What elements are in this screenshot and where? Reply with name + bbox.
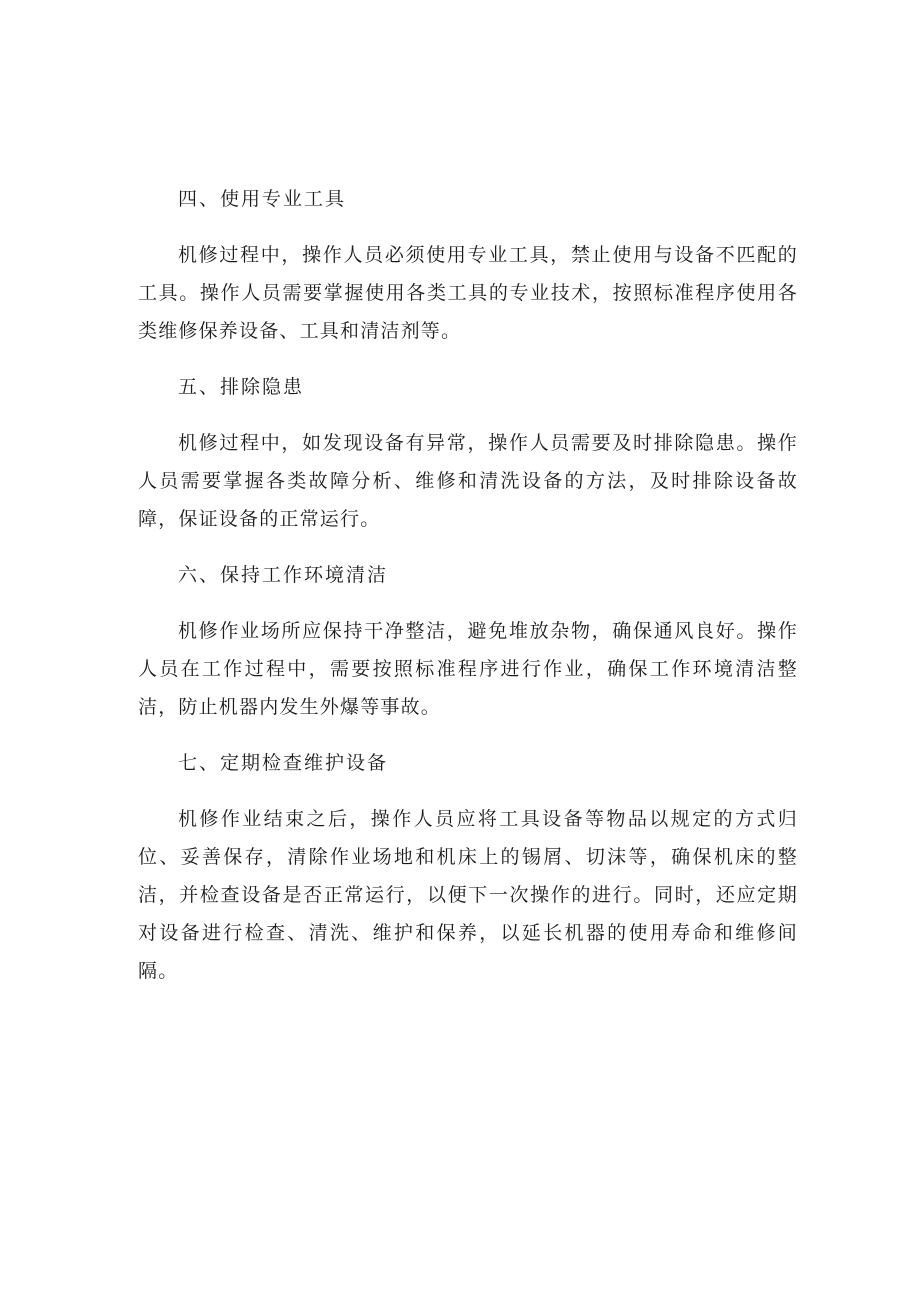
section-heading: 七、定期检查维护设备	[178, 752, 389, 774]
section-heading: 五、排除隐患	[178, 376, 305, 398]
section-regular-maintenance	[138, 744, 798, 990]
document-page	[138, 180, 798, 1008]
section-paragraph: 机修过程中，操作人员必须使用专业工具，禁止使用与设备不匹配的工具。操作人员需要掌握使用各类工具的专业技术，按照标准程序使用各类维修保养设备、工具和清洁剂等。	[138, 244, 798, 342]
section-heading: 六、保持工作环境清洁	[178, 564, 389, 586]
section-paragraph: 机修作业场所应保持干净整洁，避免堆放杂物，确保通风良好。操作人员在工作过程中，需要按照标准程序进行作业，确保工作环境清洁整洁，防止机器内发生外爆等事故。	[138, 620, 798, 718]
section-heading: 四、使用专业工具	[178, 188, 347, 210]
section-paragraph: 机修作业结束之后，操作人员应将工具设备等物品以规定的方式归位、妥善保存，清除作业场地和机床上的锡屑、切沫等，确保机床的整洁，并检查设备是否正常运行，以便下一次操作的进行。同时，还应定期对设备进行检查、清洗、维护和保养，以延长机器的使用寿命和维修间隔。	[138, 808, 798, 982]
section-paragraph: 机修过程中，如发现设备有异常，操作人员需要及时排除隐患。操作人员需要掌握各类故障分析、维修和清洗设备的方法，及时排除设备故障，保证设备的正常运行。	[138, 432, 798, 530]
section-professional-tools	[138, 180, 798, 350]
section-clean-environment	[138, 556, 798, 726]
section-eliminate-hazards	[138, 368, 798, 538]
